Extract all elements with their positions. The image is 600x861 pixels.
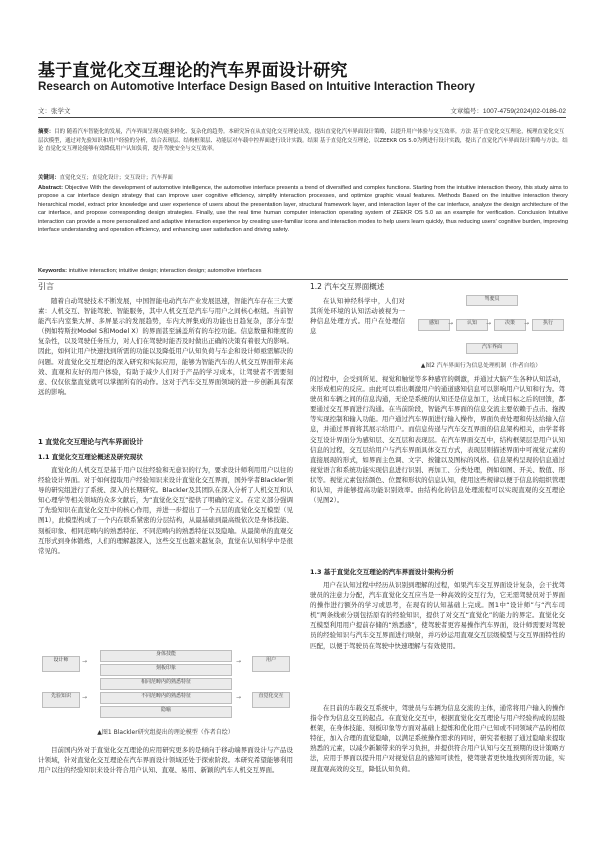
- fig1-arrow-icon: →: [236, 694, 242, 701]
- keywords-en-label: Keywords:: [38, 268, 68, 274]
- section-1-2-heading: 1.2 汽车交互界面概述: [310, 282, 385, 291]
- keywords-cn: [38, 173, 568, 181]
- section-1-3-heading: 1.3 基于直觉化交互理论的汽车界面设计架构分析: [310, 568, 454, 576]
- paper-title-cn: 基于直觉化交互理论的汽车界面设计研究: [38, 61, 348, 81]
- fig2-arrow-icon: →: [486, 320, 492, 327]
- section-1-1-paragraph: 直觉化的人机交互是基于用户以往经验和无意识的行为，要求设计师利用用户以往的经验设计界面。对于如何提取用户经验知识来设计直觉化交互界面，国外学者Blackler领导的研究组进行了系统、深入的长期研究。Blackler及其团队在深入分析了人机交互和认知心理学等相关领域的众多文献后，为“直觉化交互”提供了明确的定义。在定义部分强调了先验知识在直觉化交互中的核心作用，并进一步提出了一个五层的直觉化交互模型（见图1），此模型构成了一个内在联系紧密的分层结构，从最基础到最高级依次是身体技能、刻板印象、相同范畴内的熟悉特征、不同范畴内的熟悉特征以及隐喻。从最简单的直观交互形式到身体锻炼，人们的理解越深入，这些交互也越来越复杂，直觉在认知科学中是很常见的。: [38, 466, 293, 555]
- fig1-arrow-icon: →: [82, 658, 88, 665]
- fig1-right-label-1: 用户: [252, 656, 290, 672]
- fig2-box-2: 认知: [456, 319, 488, 331]
- abstract-en-text: Objective With the development of automotive intelligence, the automotive interface presents a trend of diversified and complex functions. Starting from the intuitive interaction theory, this study aims to propose a car interface design strategy that can improve user cognitive efficiency, simplify interaction processes, and optimize graphic visual features. Methods Based on the intuitive interaction theory hierarchical model, extract prior knowledge and user experience of users about the presentation layer, structural framework layer, and interaction layer of the car interface, analyze the design architecture of the car interface, and propose corresponding design strategies. Finally, use the real time human computer interaction operating system of ZEEKR OS 5.0 as an example for verification. Conclusion Intuitive interaction can provide a more personalized and adaptive interaction experience by creating user-familiar icons and interaction modes to help users learn quickly, thus reducing users' cognitive burden, improving interface understanding and operation efficiency, and enhancing user satisfaction and driving safety.: [38, 185, 568, 234]
- doc-code: 文章编号：1007-4759(2024)02-0186-02: [450, 108, 566, 115]
- abstract-en: [38, 184, 568, 234]
- section-1-3-paragraph-b: 在目前的车载交互系统中，驾驶员与车辆为信息交流的主体，通常将用户输入的操作指令作为信息交互的起点。在直觉化交互中，根据直觉化交互理论与用户经验构成的层级框架，在身体技能、刻板印象等方面对基础上提炼和优化用户已知或不同领域产品的相似特征，加入合理的直觉隐喻，以满足系统操作需求的同时，研究者根据了通过隐喻来提取熟悉的元素，以减少新颖带来的学习负担，并提供符合用户认知与交互预期的设计策略方法，应用于界面以提升用户对视觉信息的感知可读性，使驾驶者更快地找到所需功能，实现直观高效的交互，降低认知负荷。: [310, 704, 565, 773]
- intro-paragraph: 随着自动驾驶技术不断发展，中国智能电动汽车产业发展迅速，智能汽车存在三大要素：人机交互、智能驾驶、智能服务，其中人机交互是汽车与用户之间核心枢纽。当前智能汽车内室集大屏、多屏显示的发展趋势，车内大屏集成的功能也日趋复杂，部分车型（例如特斯拉Model S和Model X）的界面甚至涵盖所有的车控功能。信息数量和维度的复杂性，以及驾驶任务压力，对人们在驾驶时能否及时做出正确的决策有着很大的影响。因此，如何让用户快速找到所需的功能以及降低用户认知负荷与车企和设计师亟需解决的问题。对直觉化交互理论的深入研究和实际应用，能够为智能汽车的人机交互界面带来高效、直观和友好的用户体验，有助于减少人们对于产品的学习成本，让驾驶者不需要刻意、仅仅依靠直觉就可以掌握所有的动作。这对于汽车交互界面领域的进一步创新具有深远的影响。: [38, 297, 293, 396]
- fig2-bottom-label: 汽车界面: [466, 343, 518, 354]
- fig1-right-label-2: 直觉化交互: [252, 692, 290, 708]
- fig2-top-label: 驾驶员: [466, 295, 518, 306]
- abstract-cn-text: 目的 随着汽车智能化的发展，汽车界面呈现功能多样化、复杂化的趋势。本研究旨在从直觉化交互理论出发，提出直觉化汽车界面设计策略，以提升用户体验与交互效率。方法 基于直觉化交互理论，梳理直觉化交互层次模型，通过对先验知识和用户经验的分析，结合表现层、结构框架层、功能层对车载中控界面进行设计实践。结果 基于直觉化交互理论，以ZEEKR OS 5.0为例进行设计实践，提出了直觉化汽车界面设计策略与方法。结论 直觉化交互理论能够有效降低用户认知负荷，提升驾驶安全与交互效率。: [38, 129, 568, 153]
- section-1-3-paragraph-a: 用户在认知过程中经历从识别到理解的过程，如果汽车交互界面设计复杂，会干扰驾驶员的注意力分配，汽车直觉化交互应当是一种高效的交互行为，它无需驾驶员对于界面的操作进行额外的学习或思考，在现有的认知基础上完成。图1中“设计师”与“汽车司机”两条线索分别包括原有的经验知识，提供了对交互“直觉化”的能力的界定。直觉化交互模型利用用户提前存储的“熟悉感”，使驾驶者更容易操作汽车界面，设计师需要对驾驶员的经验知识与汽车交互界面进行映射，并巧妙运用直观交互层级模型与交互界面特性的匹配，以便于驾驶员在驾驶中快速理解与有效使用。: [310, 581, 565, 650]
- keywords-en-text: intuitive interaction; intuitive design; interaction design; automotive interfaces: [68, 268, 262, 274]
- fig1-arrow-icon: →: [236, 658, 242, 665]
- fig1-left-label-2: 先验知识: [42, 692, 80, 708]
- fig1-arrow-icon: →: [82, 694, 88, 701]
- fig2-arrow-icon: →: [524, 320, 530, 327]
- keywords-en: [38, 268, 568, 274]
- figure-1: [38, 648, 293, 722]
- keywords-cn-label: 关键词：: [38, 175, 60, 181]
- fig2-box-4: 执行: [532, 319, 564, 331]
- left-tail-paragraph: 目前国内外对于直觉化交互理论的应用研究更多的是倾向于移动端界面设计与产品设计领域，针对直觉化交互理论在汽车界面设计领域还处于探索阶段。本研究希望能够利用用户以往的经验知识来设计符合用户认知、直观、易用、新颖的汽车人机交互界面。: [38, 746, 293, 775]
- keywords-cn-text: 直觉化交互；直觉化设计；交互设计；汽车界面: [59, 175, 173, 181]
- abstract-cn-label: 摘要：: [38, 129, 55, 135]
- section-1-2-paragraph-a: 在认知神经科学中，人们对其所处环境的认知活动被视为一种信息处理方式。用户在处理信息: [310, 297, 405, 336]
- abstract-cn: [38, 128, 568, 154]
- abstract-en-label: Abstract:: [38, 185, 63, 191]
- author: 文：张学文: [38, 107, 71, 115]
- fig1-box-3: 相同范畴内的熟悉特征: [100, 678, 232, 690]
- figure-2-caption: ▲图2 汽车界面行为信息处理机制（作者自绘）: [420, 363, 542, 369]
- fig2-arrow-icon: →: [448, 320, 454, 327]
- abstract-divider: [38, 279, 568, 280]
- paper-title-en: Research on Automotive Interface Design Based on Intuitive Interaction Theory: [38, 80, 476, 93]
- section-1-1-heading: 1.1 直觉化交互理论概述及研究现状: [38, 453, 143, 461]
- figure-2: [416, 295, 566, 357]
- fig1-box-5: 隐喻: [100, 706, 232, 718]
- fig2-box-3: 决策: [494, 319, 526, 331]
- figure-1-caption: ▲图1 Blackler研究组提出的理论模型（作者自绘）: [97, 729, 234, 736]
- section-1-heading: 1 直觉化交互理论与汽车界面设计: [38, 438, 144, 446]
- fig1-box-2: 刻板印象: [100, 664, 232, 676]
- section-1-2-paragraph-b: 的过程中，会受到所见、视觉和触觉等多种感官的刺激，并通过大脑产生各种认知活动，来形成相应的反应。由此可以看出刺激用户的通道感知信息可以影响用户认知和行为。驾驶员和车辆之间的信息沟通，无论是系统的认知还是信息加工，达成目标之后的回馈，都要通过交互界面进行沟通。在当前阶段，智能汽车界面的信息交流主要依赖于点击、拖拽等实现控制和输入功能。用户通过汽车界面进行输入操作，界面负责处理和传达给输入信息，并通过界面将其展示给用户。而信息传递与汽车交互界面的信息架构相关，由学者将交互设计界面分为感知层、交互层和表现层。在汽车界面交互中，结构框架层是用户认知信息的过程，交互层给用户与汽车界面具体交互方式，表现层则描述界面中可视觉元素的直接展现的形式，如界面主色调、文字、按键以及图标的风格。信息架构呈现的信息通过视觉语言和系统功能实现信息进行识别、再加工、分类处理，例如如图、开关、数值、形状等。视觉元素包括颜色、位置和形状的信息认知，使用这些规律以便于信息的组织管理和认知，并能够提高功能识别效率。由结构化的信息处理流程可以实现直观的交互理论（见图2）。: [310, 375, 565, 505]
- fig1-left-label-1: 设计师: [42, 656, 80, 672]
- fig2-box-1: 感知: [418, 319, 450, 331]
- intro-heading: 引言: [38, 282, 54, 291]
- fig1-box-4: 不同范畴内的熟悉特征: [100, 692, 232, 704]
- fig1-box-1: 身体技能: [100, 650, 232, 662]
- author-line: [38, 104, 566, 118]
- left-column-tail: [38, 745, 293, 775]
